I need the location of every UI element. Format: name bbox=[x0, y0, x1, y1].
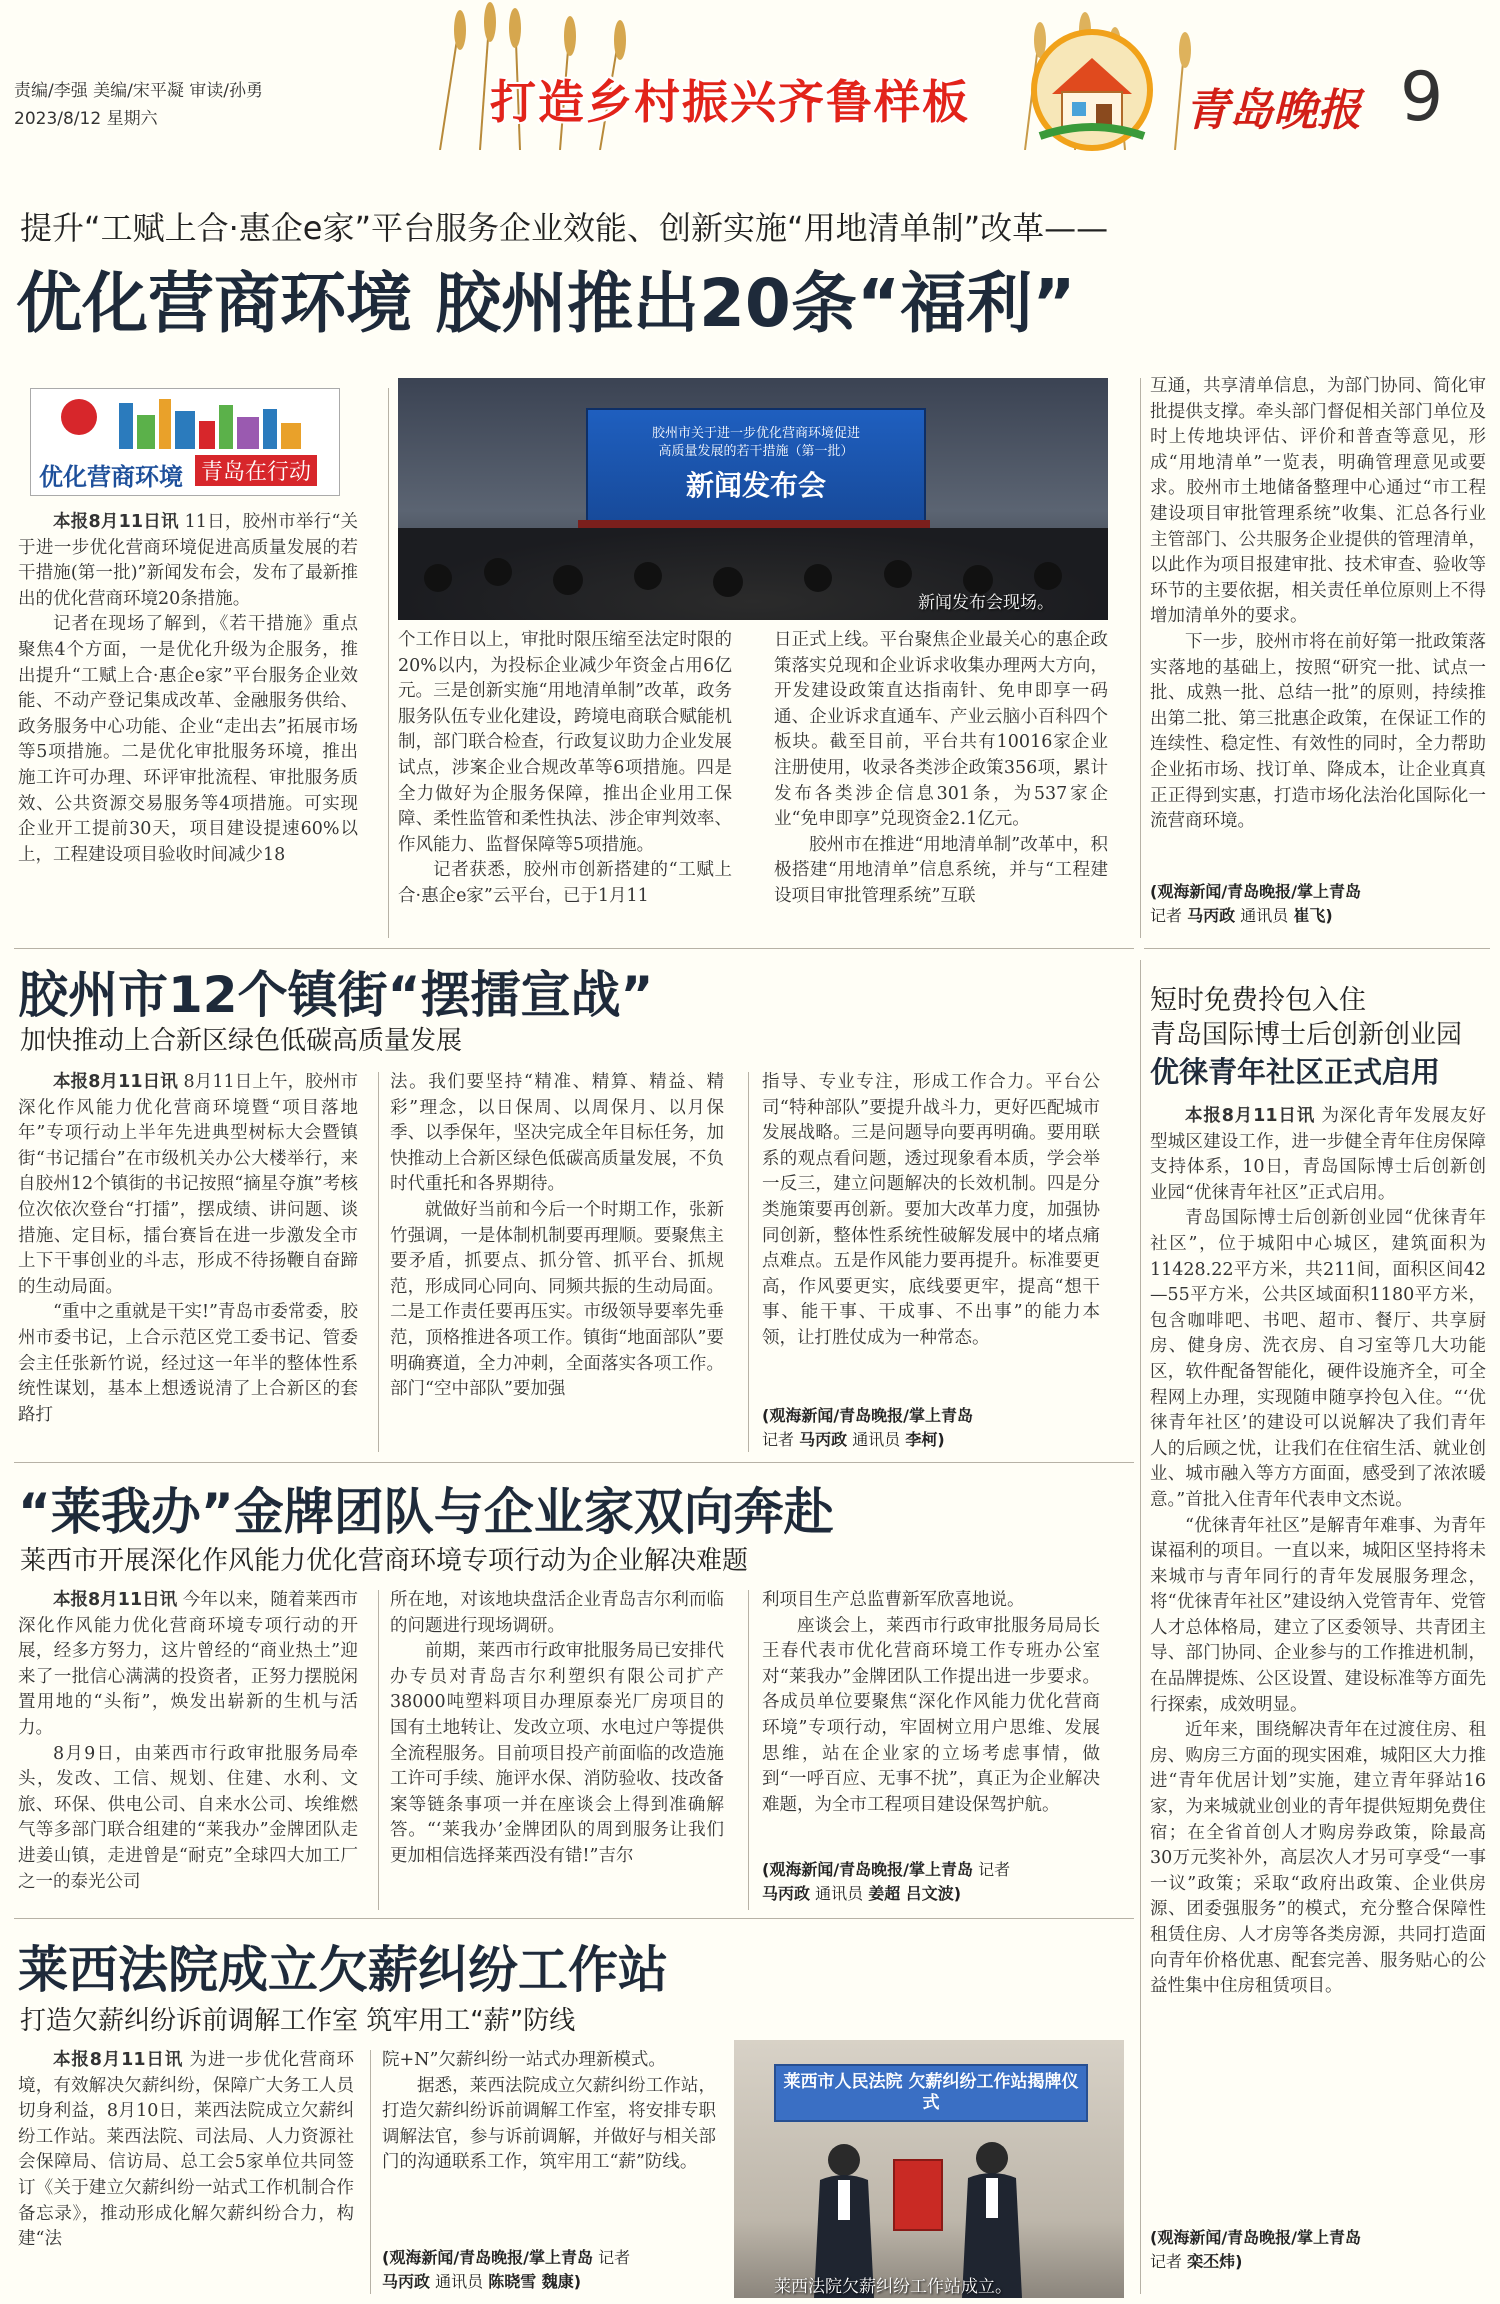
article5-headline: 优徕青年社区正式启用 bbox=[1150, 1055, 1441, 1089]
article2-column-1 bbox=[18, 1070, 358, 1452]
page-number: 9 bbox=[1400, 58, 1444, 137]
paragraph: 就做好当前和今后一个时期工作，张新竹强调，一是体制机制要再理顺。要聚焦主要矛盾，抓要点、抓分管、抓平台、抓规范，形成同心同向、同频共振的生动局面。二是工作责任要再压实。市级领导要率先垂范，顶格推进各项工作。镇街“地面部队”要明确赛道，全力冲刺，全面落实各项工作。部门“空中部队”要加强 bbox=[390, 1199, 724, 1400]
article3-subhead: 莱西市开展深化作风能力优化营商环境专项行动为企业解决难题 bbox=[20, 1546, 749, 1576]
logo-text-primary: 优化营商环境 bbox=[39, 463, 183, 491]
paragraph: 记者在现场了解到，《若干措施》重点聚焦4个方面，一是优化升级为企服务，推出提升“工赋上合·惠企e家”平台服务企业效能、不动产登记集成改革、金融服务供给、政务服务中心功能、企业“走出去”拓展市场等5项措施。二是优化审批服务环境，推出施工许可办理、环评审批流程、审批服务质效、公共资源交易服务等4项措施。可实现企业开工提前30天，项目建设提速60%以上，工程建设项目验收时间减少18 bbox=[18, 614, 358, 865]
dateline: 本报8月11日讯 bbox=[53, 512, 179, 532]
photo-caption: 新闻发布会现场。 bbox=[918, 593, 1054, 613]
paragraph: 近年来，围绕解决青年在过渡住房、租房、购房三方面的现实困难，城阳区大力推进“青年优居计划”实施，建立青年驿站16家，为来城就业创业的青年提供短期免费住宿；在全省首创人才购房券政策，除最高30万元奖补外，高层次人才另可享受“一事一议”政策；采取“政府出政策、企业供房源、团委强服务”的模式，充分整合保障性租赁住房、人才房等各类房源，共同打造面向青年价格优惠、配套完善、服务贴心的公益性集中住房租赁项目。 bbox=[1150, 1720, 1486, 1997]
article5-subtitle: 青岛国际博士后创新创业园 bbox=[1150, 1020, 1463, 1050]
article2-byline: (观海新闻/青岛晚报/掌上青岛 记者 马丙政 通讯员 李柯) bbox=[762, 1406, 974, 1449]
paragraph: 为进一步优化营商环境，有效解决欠薪纠纷，保障广大务工人员切身利益，8月10日，莱西法院成立欠薪纠纷工作站。莱西法院、司法局、人力资源社会保障局、信访局、总工会5家单位共同签订《关于建立欠薪纠纷一站式工作机制合作备忘录》，推动形成化解欠薪纠纷合力，构建“法 bbox=[18, 2050, 354, 2250]
screen-text-line1: 胶州市关于进一步优化营商环境促进 bbox=[651, 426, 860, 441]
article3-column-1 bbox=[18, 1588, 358, 1910]
article1-headline: 优化营商环境 胶州推出20条“福利” bbox=[16, 265, 1076, 342]
paper-name: 青岛晚报 bbox=[1185, 85, 1361, 136]
issue-date: 2023/8/12 星期六 bbox=[14, 109, 158, 129]
paragraph: 法。我们要坚持“精准、精算、精益、精彩”理念，以日保周、以周保月、以月保季、以季保年，坚决完成全年目标任务，加快推动上合新区绿色低碳高质量发展，不负时代重托和各界期待。 bbox=[390, 1072, 724, 1195]
article2-column-3 bbox=[762, 1070, 1100, 1402]
paragraph: 院+N”欠薪纠纷一站式办理新模式。 bbox=[382, 2050, 666, 2070]
article1-column-2 bbox=[398, 628, 732, 940]
article4-byline: (观海新闻/青岛晚报/掌上青岛 记者 马丙政 通讯员 陈晓雪 魏康) bbox=[382, 2248, 631, 2291]
article5-body bbox=[1150, 1104, 1486, 2216]
article2-headline: 胶州市12个镇街“摆擂宣战” bbox=[18, 966, 654, 1024]
paragraph: 互通，共享清单信息，为部门协同、简化审批提供支撑。牵头部门督促相关部门单位及时上传地块评估、评价和普查等意见，形成“用地清单”一览表，明确管理意见或要求。胶州市土地储备整理中心通过“市工程建设项目审批管理系统”收集、汇总各行业主管部门、公共服务企业提供的管理清单，以此作为项目报建审批、技术审查、验收等环节的主要依据，相关责任单位原则上不得增加清单外的要求。 bbox=[1150, 376, 1486, 627]
logo-text-secondary: 青岛在行动 bbox=[195, 455, 317, 486]
article2-column-2 bbox=[390, 1070, 724, 1452]
article5-byline: (观海新闻/青岛晚报/掌上青岛 记者 栾丕炜) bbox=[1150, 2228, 1362, 2271]
led-screen bbox=[586, 408, 926, 524]
dateline: 本报8月11日讯 bbox=[53, 1072, 178, 1092]
article1-column-3 bbox=[774, 628, 1108, 940]
article4-column-2 bbox=[382, 2048, 716, 2244]
article4-column-1 bbox=[18, 2048, 354, 2298]
article3-byline: (观海新闻/青岛晚报/掌上青岛 记者 马丙政 通讯员 姜超 吕文波) bbox=[762, 1860, 1011, 1903]
article1-byline: (观海新闻/青岛晚报/掌上青岛 记者 马丙政 通讯员 崔飞) bbox=[1150, 882, 1362, 925]
paragraph: 指导、专业专注，形成工作合力。平台公司“特种部队”要提升战斗力，更好匹配城市发展战略。三是问题导向要再明确。要用联系的观点看问题，透过现象看本质，学会举一反三，建立问题解决的长效机制。四是分类施策要再创新。要加大改革力度，加强协同创新，整体性系统性破解发展中的堵点痛点难点。五是作风能力要再提升。标准要更高，作风要更实，底线要更牢，提高“想干事、能干事、干成事、不出事”的能力本领，让打胜仗成为一种常态。 bbox=[762, 1072, 1100, 1348]
dateline: 本报8月11日讯 bbox=[53, 2050, 184, 2070]
paragraph: 8月9日，由莱西市行政审批服务局牵头，发改、工信、规划、住建、水利、文旅、环保、供电公司、自来水公司、埃维燃气等多部门联合组建的“莱我办”金牌团队走进姜山镇，走进曾是“耐克”全球四大加工厂之一的泰光公司 bbox=[18, 1743, 358, 1892]
paragraph: 据悉，莱西法院成立欠薪纠纷工作站，打造欠薪纠纷诉前调解工作室，将安排专职调解法官，参与诉前调解，并做好与相关部门的沟通联系工作，筑牢用工“薪”防线。 bbox=[382, 2075, 716, 2173]
paragraph: 利项目生产总监曹新军欣喜地说。 bbox=[762, 1590, 1025, 1610]
paragraph: 前期，莱西市行政审批服务局已安排代办专员对青岛吉尔利塑织有限公司扩产38000吨塑料项目办理原泰光厂房项目的国有土地转让、发改立项、水电过户等提供全流程服务。目前项目投产前面临的改造施工许可手续、施评水保、消防验收、技改备案等链条事项一并在座谈会上得到准确解答。“‘莱我办’金牌团队的周到服务让我们更加相信选择莱西没有错!”吉尔 bbox=[390, 1641, 724, 1866]
article4-headline: 莱西法院成立欠薪纠纷工作站 bbox=[18, 1941, 668, 1999]
article3-column-2 bbox=[390, 1588, 724, 1910]
paragraph: 为深化青年发展友好型城区建设工作，进一步健全青年住房保障支持体系，10日，青岛国际博士后创新创业园“优徕青年社区”正式启用。 bbox=[1150, 1106, 1486, 1203]
paragraph: 日正式上线。平台聚焦企业最关心的惠企政策落实兑现和企业诉求收集办理两大方向，开发建设政策直达指南针、免申即享一码通、企业诉求直通车、产业云脑小百科四个板块。截至目前，平台共有10016家企业注册使用，收录各类涉企政策356项，累计发布各类涉企信息301条，为537家企业“免申即享”兑现资金2.1亿元。 bbox=[774, 630, 1108, 830]
article3-headline: “莱我办”金牌团队与企业家双向奔赴 bbox=[18, 1483, 834, 1541]
paragraph: “优徕青年社区”是解青年难事、为青年谋福利的项目。一直以来，城阳区坚持将未来城市与青年同行的青年发展服务理念，将“优徕青年社区”建设纳入党管青年、党管人才总体格局，建立了区委领导、共青团主导、部门协同、企业参与的工作推进机制，在品牌提炼、公区设置、建设标准等方面先行探索，成效明显。 bbox=[1150, 1515, 1486, 1715]
article3-column-3 bbox=[762, 1588, 1100, 1854]
dateline: 本报8月11日讯 bbox=[53, 1590, 178, 1610]
article4-subhead: 打造欠薪纠纷诉前调解工作室 筑牢用工“薪”防线 bbox=[20, 2006, 576, 2036]
ceremony-banner: 莱西市人民法院 欠薪纠纷工作站揭牌仪式 bbox=[774, 2064, 1088, 2122]
paragraph: 8月11日上午，胶州市深化作风能力优化营商环境暨“项目落地年”专项行动上半年先进典型树标大会暨镇街“书记擂台”在市级机关办公大楼举行，来自胶州12个镇街的书记按照“摘星夺旗”考核位次依次登台“打擂”，摆成绩、讲问题、谈措施、定目标，擂台赛旨在进一步激发全市上下干事创业的斗志，形成不待扬鞭自奋蹄的生动局面。 bbox=[18, 1072, 358, 1297]
dateline: 本报8月11日讯 bbox=[1185, 1106, 1316, 1126]
masthead bbox=[0, 0, 1500, 150]
ceremony-photo bbox=[734, 2040, 1124, 2298]
article1-kicker: 提升“工赋上合·惠企e家”平台服务企业效能、创新实施“用地清单制”改革—— bbox=[20, 209, 1109, 247]
house-icon bbox=[1030, 28, 1154, 152]
banner-title: 打造乡村振兴齐鲁样板 bbox=[490, 75, 970, 129]
press-conference-photo bbox=[398, 378, 1108, 620]
credits: 责编/李强 美编/宋平凝 审读/孙勇 bbox=[14, 81, 263, 101]
paragraph: 今年以来，随着莱西市深化作风能力优化营商环境专项行动的开展，经多方努力，这片曾经的“商业热土”迎来了一批信心满满的投资者，正努力摆脱闲置用地的“头衔”，焕发出崭新的生机与活力。 bbox=[18, 1590, 358, 1738]
paragraph: 胶州市在推进“用地清单制”改革中，积极搭建“用地清单”信息系统，并与“工程建设项目审批管理系统”互联 bbox=[774, 834, 1108, 906]
paragraph: “重中之重就是干实!”青岛市委常委，胶州市委书记，上合示范区党工委书记、管委会主任张新竹说，经过这一年半的整体性系统性谋划，基本上想透说清了上合新区的套路打 bbox=[18, 1302, 358, 1425]
paragraph: 下一步，胶州市将在前好第一批政策落实落地的基础上，按照“研究一批、试点一批、成熟一批、总结一批”的原则，持续推出第二批、第三批惠企政策，在保证工作的连续性、稳定性、有效性的同时，全力帮助企业拓市场、找订单、降成本，让企业真真正正得到实惠，打造市场化法治化国际化一流营商环境。 bbox=[1150, 631, 1486, 832]
paragraph: 青岛国际博士后创新创业园“优徕青年社区”，位于城阳中心城区，建筑面积为11428.22平方米，共211间，面积区间42—55平方米，公共区域面积1180平方米，包含咖啡吧、书吧、超市、餐厅、共享厨房、健身房、洗衣房、自习室等几大功能区，软件配备智能化，硬件设施齐全，可全程网上办理，实现随申随享拎包入住。“‘优徕青年社区’的建设可以说解决了我们青年人的后顾之忧，让我们在住宿生活、就业创业、城市融入等方方面面，感受到了浓浓暖意。”首批入住青年代表申文杰说。 bbox=[1150, 1208, 1486, 1510]
paragraph: 记者获悉，胶州市创新搭建的“工赋上合·惠企e家”云平台，已于1月11 bbox=[398, 860, 732, 906]
paragraph: 个工作日以上，审批时限压缩至法定时限的20%以内，为投标企业减少年资金占用6亿元。三是创新实施“用地清单制”改革，政务服务队伍专业化建设，跨境电商联合赋能机制，部门联合检查，行政复议助力企业发展试点，涉案企业合规改革等6项措施。四是全力做好为企服务保障，推出企业用工保障、柔性监管和柔性执法、涉企审判效率、作风能力、监督保障等5项措施。 bbox=[398, 630, 732, 855]
article1-column-4 bbox=[1150, 374, 1486, 890]
campaign-logo bbox=[30, 388, 340, 496]
screen-text-title: 新闻发布会 bbox=[685, 469, 826, 502]
photo-caption: 莱西法院欠薪纠纷工作站成立。 bbox=[774, 2277, 1012, 2297]
article2-subhead: 加快推动上合新区绿色低碳高质量发展 bbox=[20, 1026, 463, 1056]
paragraph: 11日，胶州市举行“关于进一步优化营商环境促进高质量发展的若干措施(第一批)”新闻发布会，发布了最新推出的优化营商环境20条措施。 bbox=[18, 512, 358, 609]
screen-text-line2: 高质量发展的若干措施（第一批） bbox=[658, 444, 854, 459]
article1-column-1 bbox=[18, 510, 358, 940]
article5-kicker: 短时免费拎包入住 bbox=[1150, 985, 1366, 1016]
paragraph: 所在地，对该地块盘活企业青岛吉尔利而临的问题进行现场调研。 bbox=[390, 1590, 724, 1636]
city-skyline-icon bbox=[39, 393, 329, 449]
paragraph: 座谈会上，莱西市行政审批服务局局长王春代表市优化营商环境工作专班办公室对“莱我办”金牌团队工作提出进一步要求。各成员单位要聚焦“深化作风能力优化营商环境”专项行动，牢固树立用户思维、发展思维，站在企业家的立场考虑事情，做到“一呼百应、无事不扰”，真正为企业解决难题，为全市工程项目建设保驾护航。 bbox=[762, 1615, 1100, 1815]
